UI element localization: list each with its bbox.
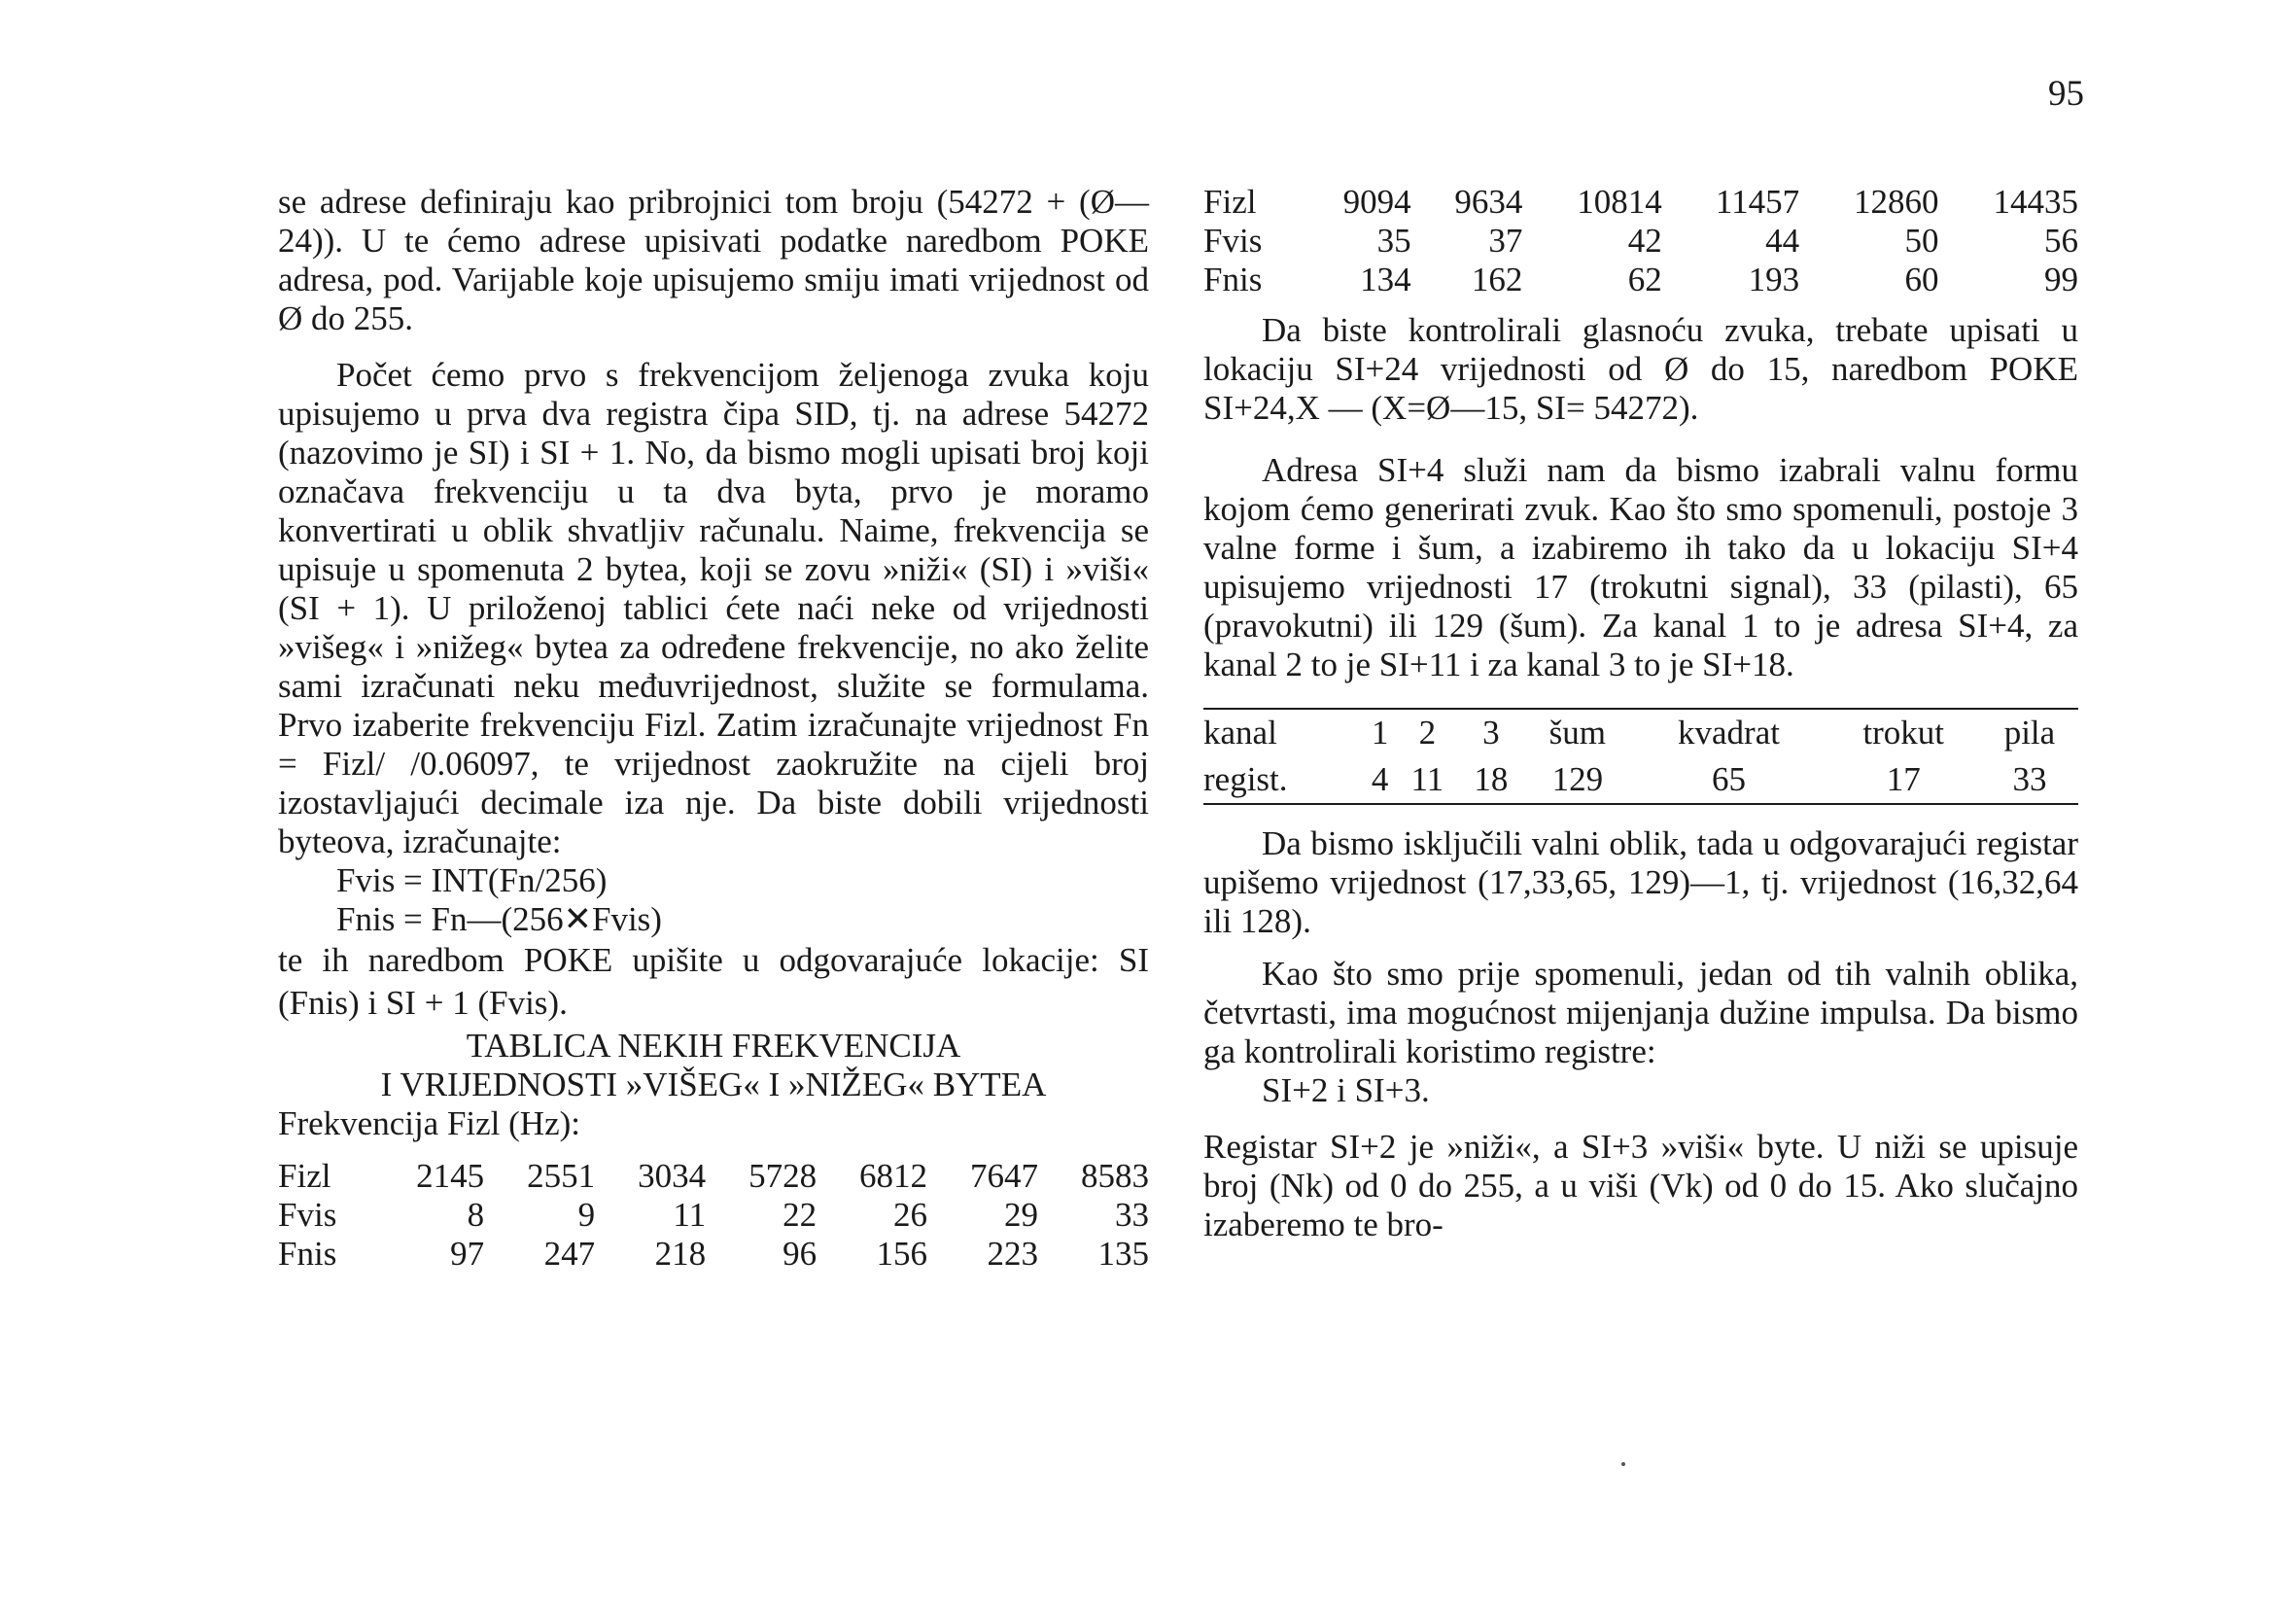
table-cell: trokut <box>1862 714 1945 752</box>
frequency-table-right <box>1203 183 2078 299</box>
table-cell: 247 <box>543 1235 596 1273</box>
page-number: 95 <box>2048 74 2084 114</box>
table-cell: Fizl <box>278 1157 331 1195</box>
paragraph: Počet ćemo prvo s frekvencijom željenoga zvuka koju upisujemo u prva dva registra čipa SID, tj. na adrese 54272 (nazovimo je SI) i SI + 1. No, da bismo mogli upisati broj koji označava frekvenciju u ta dva byta, prvo je moramo konvertirati u oblik shvatljiv računalu. Naime, frekvencija se upisuje u spomenuta 2 bytea, koji se zovu »niži« (SI) i »viši« (SI + 1). U priloženoj tablici ćete naći neke od vrijednosti »višeg« i »nižeg« bytea za određene frekvencije, no ako želite sami izračunati neku međuvrijednost, služite se formulama. Prvo izaberite frekvenciju Fizl. Zatim izračunajte vrijednost Fn = Fizl/ /0.06097, te vrijednost zaokružite na cijeli broj izostavljajući decimale iza nje. Da biste dobili vrijednosti byteova, izračunajte: <box>278 356 1149 860</box>
table-row <box>1203 183 2078 222</box>
table-subtitle: Frekvencija Fizl (Hz): <box>278 1104 581 1142</box>
table-cell: 156 <box>876 1235 928 1273</box>
table-cell: 11 <box>673 1196 707 1234</box>
table-cell: 3034 <box>638 1157 707 1195</box>
table-cell: 7647 <box>970 1157 1038 1195</box>
table-cell: regist. <box>1203 760 1288 798</box>
table-cell: 2 <box>1418 714 1437 752</box>
table-cell: 3 <box>1482 714 1500 752</box>
table-cell: 134 <box>1360 261 1411 298</box>
table-cell: 17 <box>1886 760 1921 798</box>
table-cell: kvadrat <box>1678 714 1780 752</box>
table-cell: šum <box>1548 714 1607 752</box>
table-cell: 26 <box>893 1196 928 1234</box>
table-cell: Fnis <box>1203 261 1263 298</box>
left-column <box>278 183 1149 1274</box>
table-cell: 11 <box>1410 760 1444 798</box>
table-cell: 96 <box>783 1235 818 1273</box>
table-cell: 97 <box>450 1235 485 1273</box>
table-cell: 8 <box>467 1196 485 1234</box>
channel-register-table <box>1203 708 2078 805</box>
table-cell: 10814 <box>1577 183 1662 221</box>
table-cell: Fnis <box>278 1235 337 1273</box>
table-cell: 218 <box>654 1235 707 1273</box>
table-cell: 9634 <box>1454 183 1523 221</box>
table-cell: 14435 <box>1993 183 2078 221</box>
table-cell: 42 <box>1627 222 1662 260</box>
table-cell: kanal <box>1203 714 1277 752</box>
table-cell: 1 <box>1371 714 1389 752</box>
table-cell: 5728 <box>748 1157 818 1195</box>
print-speck <box>1621 1462 1625 1466</box>
table-row <box>278 1196 1149 1235</box>
paragraph: Adresa SI+4 služi nam da bismo izabrali valnu formu kojom ćemo generirati zvuk. Kao što smo spomenuli, postoje 3 valne forme i šum, a izabiremo ih tako da u lokaciju SI+4 upisujemo vrijednosti 17 (trokutni signal), 33 (pilasti), 65 (pravokutni) ili 129 (šum). Za kanal 1 to je adresa SI+4, za kanal 2 to je SI+11 i za kanal 3 to je SI+18. <box>1203 451 2078 683</box>
table-cell: 9 <box>577 1196 596 1234</box>
table-cell: 44 <box>1765 222 1800 260</box>
table-cell: Fizl <box>1203 183 1257 221</box>
paragraph: Kao što smo prije spomenuli, jedan od tih valnih oblika, četvrtasti, ima mogućnost mijenjanja dužine impulsa. Da bismo ga kontrolirali koristimo registre: <box>1203 955 2078 1070</box>
table-cell: 33 <box>2012 760 2047 798</box>
table-row <box>1203 261 2078 299</box>
table-cell: 65 <box>1712 760 1746 798</box>
table-cell: 193 <box>1748 261 1800 298</box>
paragraph: Da bismo isključili valni oblik, tada u odgovarajući registar upišemo vrijednost (17,33,65, 129)—1, tj. vrijednost (16,32,64 ili 128). <box>1203 824 2078 940</box>
table-cell: 4 <box>1371 760 1389 798</box>
table-cell: 135 <box>1097 1235 1149 1273</box>
table-cell: 18 <box>1474 760 1509 798</box>
table-cell: 129 <box>1551 760 1604 798</box>
table-cell: 60 <box>1904 261 1939 298</box>
table-row <box>1203 709 2078 756</box>
paragraph: te ih naredbom POKE upišite u odgovarajuće lokacije: SI (Fnis) i SI + 1 (Fvis). <box>278 941 1149 1022</box>
right-column <box>1203 183 2078 1244</box>
table-cell: 29 <box>1004 1196 1038 1234</box>
table-cell: 2145 <box>416 1157 485 1195</box>
table-cell: 99 <box>2044 261 2078 298</box>
table-row <box>278 1235 1149 1274</box>
paragraph: se adrese definiraju kao pribrojnici tom broju (54272 + (Ø—24)). U te ćemo adrese upisivati podatke naredbom POKE adresa, pod. Varijable koje upisujemo smiju imati vrijednost od Ø do 255. <box>278 183 1149 337</box>
table-cell: 6812 <box>859 1157 928 1195</box>
table-cell: 37 <box>1488 222 1523 260</box>
table-cell: 35 <box>1376 222 1411 260</box>
frequency-table-left <box>278 1157 1149 1274</box>
table-cell: 50 <box>1904 222 1939 260</box>
formula-fnis: Fnis = Fn—(256✕Fvis) <box>336 900 662 938</box>
table-cell: 56 <box>2044 222 2078 260</box>
table-cell: 62 <box>1627 261 1662 298</box>
table-cell: 9094 <box>1342 183 1411 221</box>
table-cell: 22 <box>783 1196 818 1234</box>
formula-registers: SI+2 i SI+3. <box>1262 1071 1430 1109</box>
table-cell: pila <box>2003 714 2056 752</box>
table-row <box>1203 756 2078 804</box>
paragraph: Registar SI+2 je »niži«, a SI+3 »viši« byte. U niži se upisuje broj (Nk) od 0 do 255, a u viši (Vk) od 0 do 15. Ako slučajno izaberemo te bro- <box>1203 1128 2078 1243</box>
table-row <box>1203 222 2078 261</box>
formula-fvis: Fvis = INT(Fn/256) <box>336 861 608 899</box>
table-cell: 223 <box>987 1235 1038 1273</box>
table-cell: 12860 <box>1854 183 1939 221</box>
table-cell: 11457 <box>1715 183 1800 221</box>
paragraph: Da biste kontrolirali glasnoću zvuka, trebate upisati u lokaciju SI+24 vrijednosti od Ø do 15, naredbom POKE SI+24,X — (X=Ø—15, SI= 54272). <box>1203 311 2078 427</box>
table-row <box>278 1157 1149 1196</box>
table-title: TABLICA NEKIH FREKVENCIJA <box>466 1027 961 1065</box>
table-cell: Fvis <box>1203 222 1263 260</box>
table-cell: 8583 <box>1081 1157 1149 1195</box>
table-title: I VRIJEDNOSTI »VIŠEG« I »NIŽEG« BYTEA <box>380 1066 1047 1103</box>
table-cell: 162 <box>1471 261 1523 298</box>
table-cell: 2551 <box>527 1157 596 1195</box>
table-cell: Fvis <box>278 1196 337 1234</box>
table-cell: 33 <box>1115 1196 1149 1234</box>
